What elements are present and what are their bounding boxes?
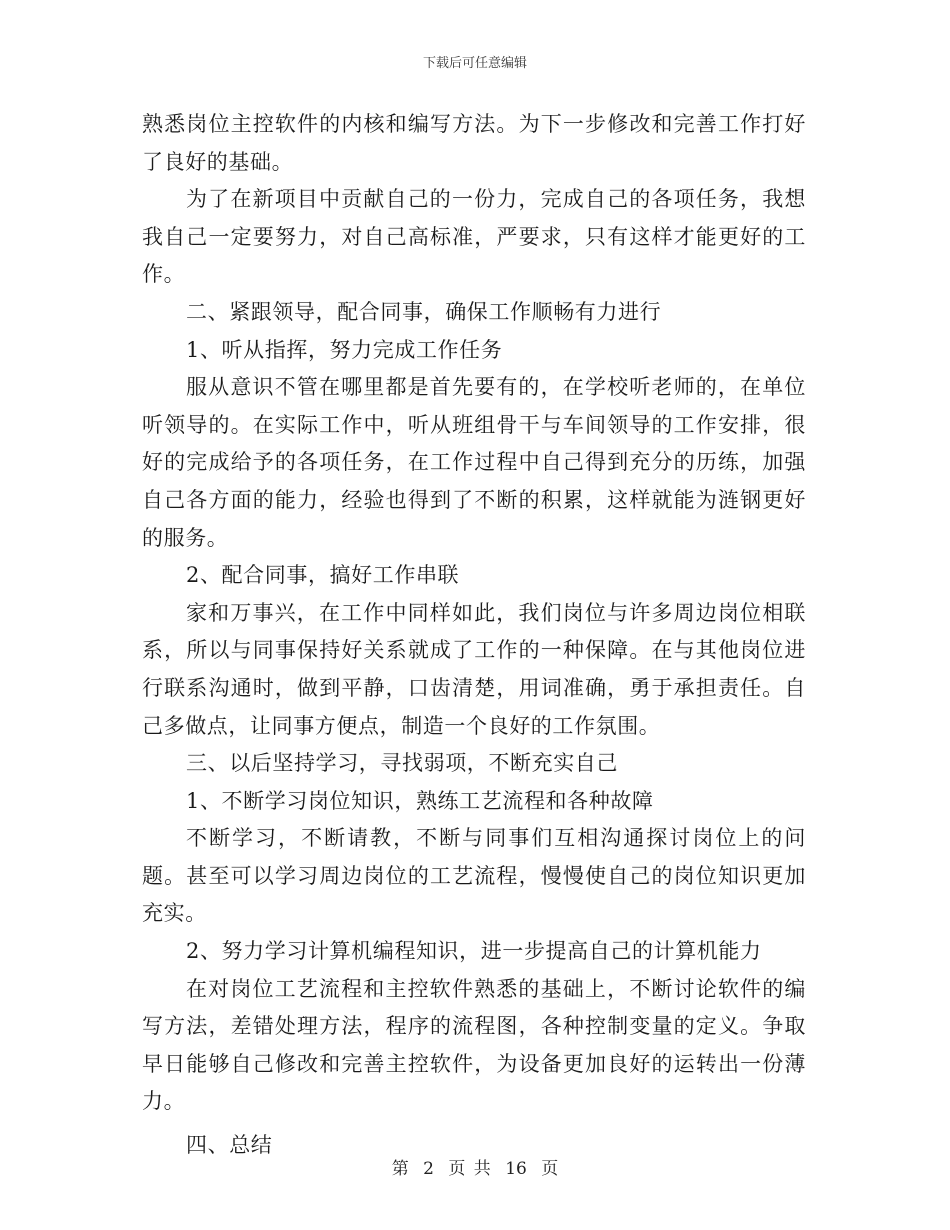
footer-middle: 页 共 [448,1159,491,1179]
section-heading-4: 四、总结 [186,1133,273,1158]
section-heading-3: 三、以后坚持学习，寻找弱项，不断充实自己 [186,751,618,776]
section-heading-2: 二、紧跟领导，配合同事，确保工作顺畅有力进行 [186,299,662,324]
paragraph-5: 服从意识不管在哪里都是首先要有的，在学校听老师的，在单位听领导的。在实际工作中，听从班组骨干与车间领导的工作安排，很好的完成给予的各项任务，在工作过程中自己得到充分的历练，加强自己各方面的能力，经验也得到了不断的积累，这样就能为涟钢更好的服务。 [142,375,806,550]
paragraph-12: 在对岗位工艺流程和主控软件熟悉的基础上，不断讨论软件的编写方法，差错处理方法，程序的流程图，各种控制变量的定义。争取早日能够自己修改和完善主控软件，为设备更加良好的运转出一份薄力。 [142,976,806,1114]
page-header: 下载后可任意编辑 [422,56,527,71]
total-pages: 16 [505,1159,527,1179]
paragraph-1: 熟悉岗位主控软件的内核和编写方法。为下一步修改和完善工作打好了良好的基础。 [142,112,806,174]
paragraph-2: 为了在新项目中贡献自己的一份力，完成自己的各项任务，我想我自己一定要努力，对自己高标准，严要求，只有这样才能更好的工作。 [142,187,806,287]
subheading-3-2: 2、努力学习计算机编程知识，进一步提高自己的计算机能力 [186,939,762,964]
subheading-2-2: 2、配合同事，搞好工作串联 [186,563,460,588]
page-footer [0,1154,950,1179]
document-body [142,106,806,1165]
subheading-3-1: 1、不断学习岗位知识，熟练工艺流程和各种故障 [186,788,654,813]
subheading-2-1: 1、听从指挥，努力完成工作任务 [186,337,503,362]
paragraph-7: 家和万事兴，在工作中同样如此，我们岗位与许多周边岗位相联系，所以与同事保持好关系就成了工作的一种保障。在与其他岗位进行联系沟通时，做到平静，口齿清楚，用词准确，勇于承担责任。自己多做点，让同事方便点，制造一个良好的工作氛围。 [142,600,806,738]
paragraph-10: 不断学习，不断请教，不断与同事们互相沟通探讨岗位上的问题。甚至可以学习周边岗位的工艺流程，慢慢使自己的岗位知识更加充实。 [142,826,806,926]
footer-suffix: 页 [541,1159,559,1179]
page-number: 2 [423,1159,434,1179]
footer-prefix: 第 [391,1159,409,1179]
